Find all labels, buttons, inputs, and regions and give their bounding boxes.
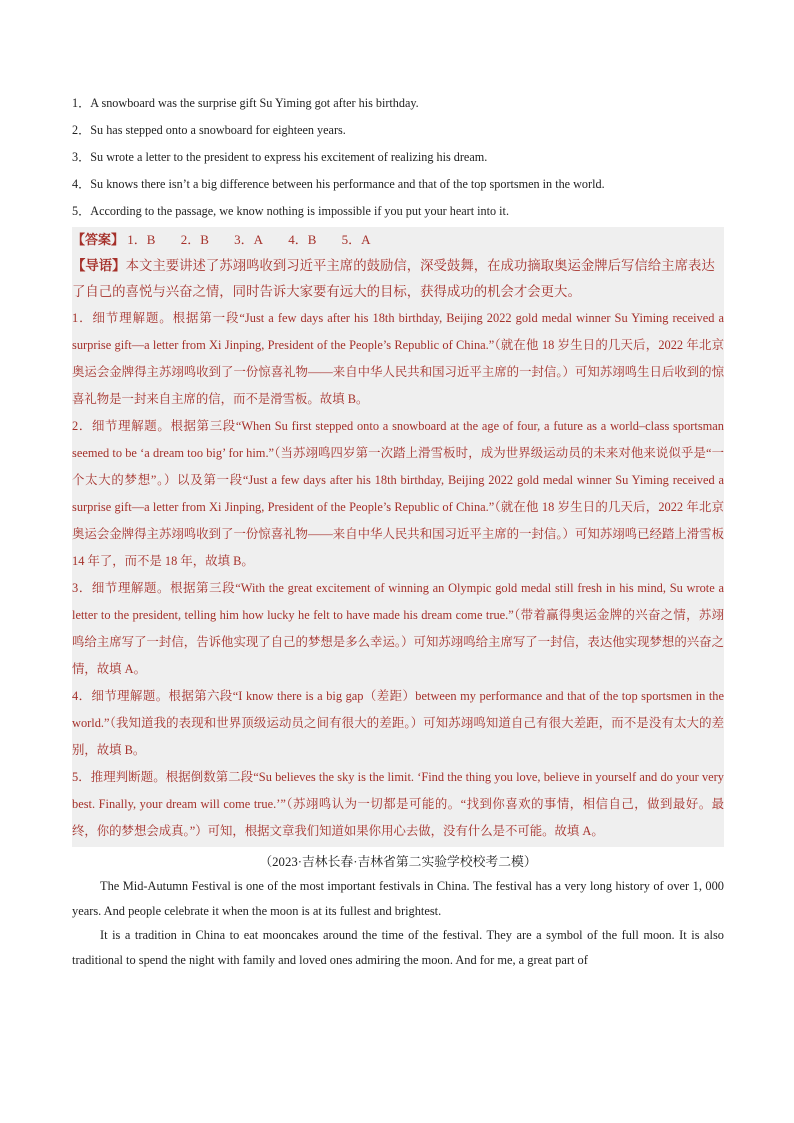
- statement-3: 3．Su wrote a letter to the president to express his excitement of realizing his dream.: [72, 150, 488, 164]
- statement-list: [72, 90, 724, 225]
- explanation-2: 2．细节理解题。根据第三段“When Su first stepped onto a snowboard at the age of four, a future as a world–class sportsman seemed to be ‘a dream too big’ for him.”（当苏翊鸣四岁第一次踏上滑雪板时，成为世界级运动员的未来对他来说似乎是“一个太大的梦想”。）以及第一段“Just a few days after his 18th birthday, Beijing 2022 gold medal winner Su Yiming received a surprise gift—a letter from Xi Jinping, President of the People’s Republic of China.”（就在他 18 岁生日的几天后，2022 年北京奥运会金牌得主苏翊鸣收到了一份惊喜礼物——来自中华人民共和国习近平主席的一封信。）可知苏翊鸣已经踏上滑雪板 14 年了，而不是 18 年，故填 B。: [72, 419, 724, 568]
- reading-passage: [72, 874, 724, 972]
- statement-1: 1．A snowboard was the surprise gift Su Yiming got after his birthday.: [72, 96, 419, 110]
- statement-5: 5．According to the passage, we know nothing is impossible if you put your heart into it.: [72, 204, 509, 218]
- answer-tag: 【答案】: [72, 232, 125, 247]
- document-page: [72, 90, 724, 972]
- answer-explanation-box: [72, 227, 724, 847]
- statement-4: 4．Su knows there isn’t a big difference between his performance and that of the top sportsmen in the world.: [72, 177, 605, 191]
- answer-item-1: 1．B: [127, 232, 156, 247]
- explanation-1: 1．细节理解题。根据第一段“Just a few days after his 18th birthday, Beijing 2022 gold medal winner Su Yiming received a surprise gift—a letter from Xi Jinping, President of the People’s Republic of China.”（就在他 18 岁生日的几天后，2022 年北京奥运会金牌得主苏翊鸣收到了一份惊喜礼物——来自中华人民共和国习近平主席的一封信。）可知苏翊鸣生日后收到的惊喜礼物是一封来自主席的信，而不是滑雪板。故填 B。: [72, 311, 724, 406]
- passage-paragraph-2: It is a tradition in China to eat mooncakes around the time of the festival. They are a symbol of the full moon. It is also traditional to spend the night with family and loved ones admiring the moon. And for me, a great part of: [72, 928, 724, 967]
- answer-key: [72, 227, 724, 253]
- guide-tag: 【导语】: [72, 258, 126, 273]
- explanation-5: 5．推理判断题。根据倒数第二段“Su believes the sky is the limit. ‘Find the thing you love, believe in yourself and do your very best. Finally, your dream will come true.’”（苏翊鸣认为一切都是可能的。“找到你喜欢的事情，相信自己，做到最好。最终，你的梦想会成真。”）可知，根据文章我们知道如果你用心去做，没有什么是不可能。故填 A。: [72, 770, 724, 838]
- guide-paragraph: [72, 253, 724, 305]
- answer-item-5: 5．A: [341, 232, 371, 247]
- explanation-3: 3．细节理解题。根据第三段“With the great excitement of winning an Olympic gold medal still fresh in his mind, Su wrote a letter to the president, telling him how lucky he felt to have made his dream come true.”（带着赢得奥运金牌的兴奋之情，苏翊鸣给主席写了一封信，告诉他实现了自己的梦想是多么幸运。）可知苏翊鸣给主席写了一封信，表达他实现梦想的兴奋之情，故填 A。: [72, 581, 724, 676]
- answer-item-2: 2．B: [180, 232, 209, 247]
- source-citation: （2023·吉林长春·吉林省第二实验学校校考二模）: [259, 855, 537, 869]
- answer-item-4: 4．B: [288, 232, 317, 247]
- passage-paragraph-1: The Mid-Autumn Festival is one of the most important festivals in China. The festival has a very long history of over 1, 000 years. And people celebrate it when the moon is at its fullest and brightest.: [72, 879, 724, 918]
- explanation-4: 4．细节理解题。根据第六段“I know there is a big gap（差距）between my performance and that of the top sportsmen in the world.”（我知道我的表现和世界顶级运动员之间有很大的差距。）可知苏翊鸣知道自己有很大差距，而不是没有太大的差别，故填 B。: [72, 689, 724, 757]
- statement-2: 2．Su has stepped onto a snowboard for eighteen years.: [72, 123, 346, 137]
- guide-text: 本文主要讲述了苏翊鸣收到习近平主席的鼓励信，深受鼓舞，在成功摘取奥运金牌后写信给主席表达了自己的喜悦与兴奋之情，同时告诉大家要有远大的目标，获得成功的机会才会更大。: [72, 258, 715, 299]
- answer-item-3: 3．A: [234, 232, 263, 247]
